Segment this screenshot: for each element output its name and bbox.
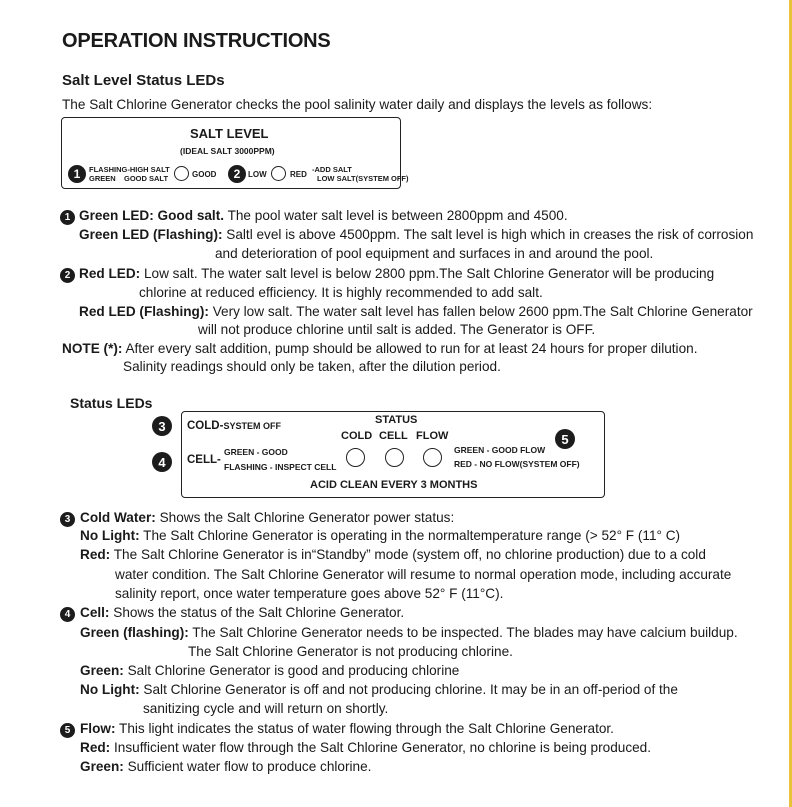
cell-no-light-text-1: Salt Chlorine Generator is off and not producing chlorine. It may be in an off-period of the xyxy=(143,682,678,697)
low-label: LOW xyxy=(248,170,267,179)
red-label: RED xyxy=(290,170,307,179)
cold-red-text-2: water condition. The Salt Chlorine Generator will resume to normal operation mode, including accurate xyxy=(115,567,732,582)
acid-clean-note: ACID CLEAN EVERY 3 MONTHS xyxy=(310,479,478,491)
desc-marker-5: 5 xyxy=(60,723,75,738)
column-flow: FLOW xyxy=(416,430,449,442)
cold-water-label: Cold Water: xyxy=(80,510,156,525)
flow-green-label: Green: xyxy=(80,759,124,774)
salt-left-label-1: FLASHING-HIGH SALT xyxy=(89,165,170,174)
marker-4: 4 xyxy=(152,452,172,472)
red-led-text-1: Low salt. The water salt level is below 2800 ppm.The Salt Chlorine Generator will be producing xyxy=(143,266,715,281)
status-section-heading: Status LEDs xyxy=(70,395,153,411)
cell-no-light-text-2: sanitizing cycle and will return on shortly. xyxy=(143,701,389,716)
green-led-text: The pool water salt level is between 2800ppm and 4500. xyxy=(227,208,568,223)
green-flashing-cell-text-2: The Salt Chlorine Generator is not producing chlorine. xyxy=(188,644,513,659)
salt-panel-title: SALT LEVEL xyxy=(190,126,269,141)
red-flashing-text-1: Very low salt. The water salt level has fallen below 2600 ppm.The Salt Chlorine Generator xyxy=(212,304,753,319)
page-title: OPERATION INSTRUCTIONS xyxy=(62,30,331,52)
cell-green-desc: GREEN - GOOD xyxy=(224,447,288,457)
desc-marker-2: 2 xyxy=(60,268,75,283)
salt-section-heading: Salt Level Status LEDs xyxy=(62,72,225,89)
no-light-label: No Light: xyxy=(80,528,140,543)
note-text-2: Salinity readings should only be taken, after the dilution period. xyxy=(123,359,501,374)
column-cell: CELL xyxy=(379,430,408,442)
marker-1: 1 xyxy=(68,165,86,183)
marker-5: 5 xyxy=(555,429,575,449)
flow-green-desc: GREEN - GOOD FLOW xyxy=(454,445,546,455)
green-flashing-label: Green LED (Flashing): xyxy=(79,227,223,242)
flow-red-label: Red: xyxy=(80,740,111,755)
cell-dash: - xyxy=(217,454,221,466)
cell-label: CELL xyxy=(187,454,218,466)
flow-text: This light indicates the status of water flowing through the Salt Chlorine Generator. xyxy=(119,721,614,736)
cold-label-text: COLD xyxy=(187,420,220,432)
cold-desc: SYSTEM OFF xyxy=(223,421,281,431)
red-flashing-text-2: will not produce chlorine until salt is added. The Generator is OFF. xyxy=(198,322,596,337)
cell-green-label: Green: xyxy=(80,663,124,678)
green-flashing-cell-label: Green (flashing): xyxy=(80,625,189,640)
salt-right-label-2: LOW SALT(SYSTEM OFF) xyxy=(317,174,409,183)
green-flashing-cell-text-1: The Salt Chlorine Generator needs to be inspected. The blades may have calcium buildup. xyxy=(192,625,738,640)
status-label: STATUS xyxy=(375,414,418,426)
good-label: GOOD xyxy=(192,170,217,179)
cell-led-indicator xyxy=(385,448,404,467)
red-led-label: Red LED: xyxy=(79,266,141,281)
desc-marker-3: 3 xyxy=(60,512,75,527)
cell-no-light-label: No Light: xyxy=(80,682,140,697)
cold-water-text: Shows the Salt Chlorine Generator power status: xyxy=(159,510,455,525)
cell-green-text: Salt Chlorine Generator is good and producing chlorine xyxy=(127,663,460,678)
cold-label: COLD-SYSTEM OFF xyxy=(187,420,281,432)
desc-marker-1: 1 xyxy=(60,210,75,225)
flow-label: Flow: xyxy=(80,721,116,736)
salt-section-intro: The Salt Chlorine Generator checks the pool salinity water daily and displays the levels as follows: xyxy=(62,97,653,112)
marker-2: 2 xyxy=(228,165,246,183)
flow-red-desc: RED - NO FLOW(SYSTEM OFF) xyxy=(454,459,580,469)
no-light-text: The Salt Chlorine Generator is operating in the normaltemperature range (> 52° F (11° C) xyxy=(143,528,681,543)
low-led-indicator xyxy=(271,166,286,181)
good-led-indicator xyxy=(174,166,189,181)
status-led-panel xyxy=(181,411,605,498)
salt-level-panel xyxy=(61,117,409,189)
cell-desc-label: Cell: xyxy=(80,605,110,620)
flow-green-text: Sufficient water flow to produce chlorine. xyxy=(127,759,372,774)
note-text-1: After every salt addition, pump should be allowed to run for at least 24 hours for proper dilution. xyxy=(125,341,698,356)
flow-led-indicator xyxy=(423,448,442,467)
flow-red-text: Insufficient water flow through the Salt Chlorine Generator, no chlorine is being produced. xyxy=(114,740,652,755)
note-label: NOTE (*): xyxy=(62,341,123,356)
cold-led-indicator xyxy=(346,448,365,467)
cell-desc-text: Shows the status of the Salt Chlorine Generator. xyxy=(113,605,405,620)
salt-left-label-2: GREEN GOOD SALT xyxy=(89,174,169,183)
marker-3: 3 xyxy=(152,416,172,436)
green-flashing-text-1: Saltl evel is above 4500ppm. The salt level is high which in creases the risk of corrosion xyxy=(226,227,754,242)
cold-red-label: Red: xyxy=(80,547,111,562)
desc-marker-4: 4 xyxy=(60,607,75,622)
cell-flash-desc: FLASHING - INSPECT CELL xyxy=(224,462,337,472)
green-led-label: Green LED: Good salt. xyxy=(79,208,225,223)
red-led-text-2: chlorine at reduced efficiency. It is highly recommended to add salt. xyxy=(139,285,543,300)
green-flashing-text-2: and deterioration of pool equipment and surfaces in and around the pool. xyxy=(215,246,654,261)
salt-panel-subtitle: (IDEAL SALT 3000PPM) xyxy=(180,146,275,156)
cold-red-text-1: The Salt Chlorine Generator is in“Standby” mode (system off, no chlorine production) due to a cold xyxy=(113,547,706,562)
column-cold: COLD xyxy=(341,430,373,442)
red-flashing-label: Red LED (Flashing): xyxy=(79,304,209,319)
cold-red-text-3: salinity report, once water temperature goes above 52° F (11°C). xyxy=(115,586,504,601)
salt-right-label-1: -ADD SALT xyxy=(312,165,352,174)
